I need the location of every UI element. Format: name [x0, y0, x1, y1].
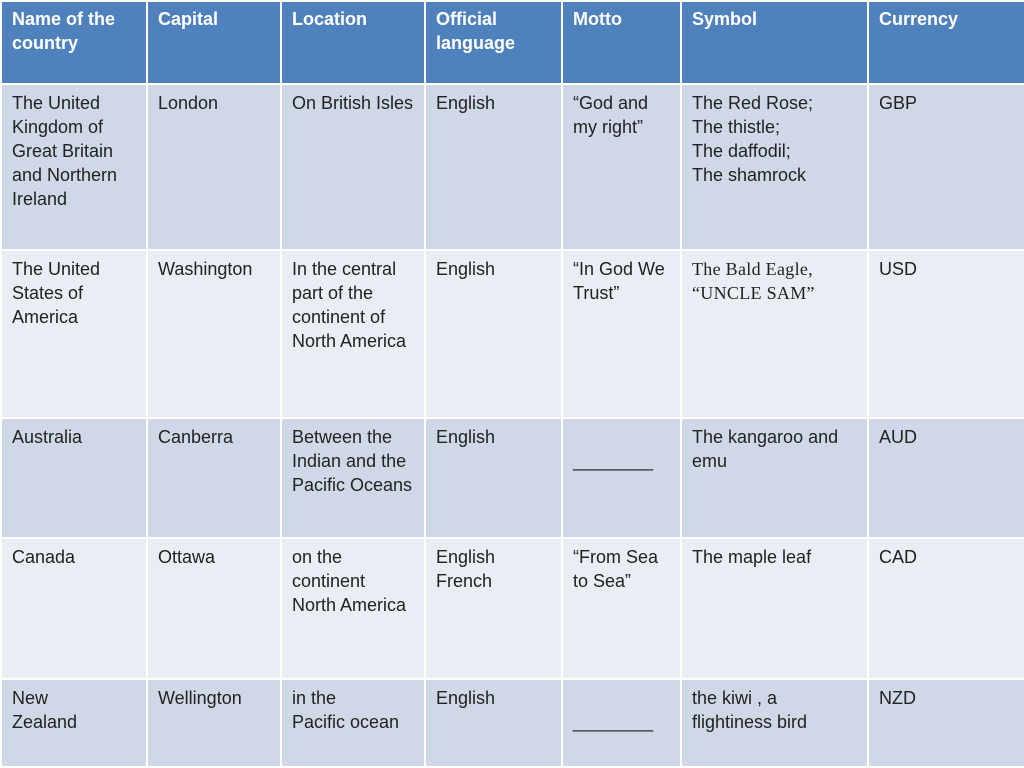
motto-blank: ________	[573, 451, 654, 471]
header-capital: Capital	[147, 1, 281, 84]
symbol-line: The daffodil;	[692, 141, 791, 161]
country-name: The United States of America	[1, 250, 147, 418]
motto-cell: “From Sea to Sea”	[562, 538, 681, 679]
header-symbol: Symbol	[681, 1, 868, 84]
table-row	[1, 538, 1024, 679]
symbol-cell: the kiwi , a flightiness bird	[681, 679, 868, 767]
symbol-line: The Bald Eagle,	[692, 259, 813, 279]
language-cell	[425, 538, 562, 679]
symbol-line: The thistle;	[692, 117, 781, 137]
country-name	[1, 679, 147, 767]
symbol-cell: The kangaroo and emu	[681, 418, 868, 538]
language-cell: English	[425, 418, 562, 538]
location-line: Pacific ocean	[292, 712, 400, 732]
country-line: New	[12, 688, 49, 708]
location-cell: On British Isles	[281, 84, 425, 250]
header-country: Name of the country	[1, 1, 147, 84]
currency-cell: USD	[868, 250, 1024, 418]
location-line: in the	[292, 688, 337, 708]
language-cell: English	[425, 250, 562, 418]
table-row	[1, 418, 1024, 538]
motto-cell: “In God We Trust”	[562, 250, 681, 418]
capital-cell: Washington	[147, 250, 281, 418]
symbol-line: The Red Rose;	[692, 93, 814, 113]
currency-cell: CAD	[868, 538, 1024, 679]
symbol-line: The shamrock	[692, 165, 807, 185]
location-cell: In the central part of the continent of North America	[281, 250, 425, 418]
symbol-cell	[681, 250, 868, 418]
symbol-line: “UNCLE SAM”	[692, 283, 815, 303]
table-row	[1, 679, 1024, 767]
language-cell: English	[425, 84, 562, 250]
table-row	[1, 250, 1024, 418]
motto-cell	[562, 418, 681, 538]
country-name: Australia	[1, 418, 147, 538]
currency-cell: NZD	[868, 679, 1024, 767]
language-line: English	[436, 547, 496, 567]
location-cell: Between the Indian and the Pacific Oceans	[281, 418, 425, 538]
header-language: Official language	[425, 1, 562, 84]
capital-cell: Canberra	[147, 418, 281, 538]
header-currency: Currency	[868, 1, 1024, 84]
header-row	[1, 1, 1024, 84]
motto-cell	[562, 679, 681, 767]
table-row	[1, 84, 1024, 250]
header-location: Location	[281, 1, 425, 84]
country-line: Zealand	[12, 712, 78, 732]
language-cell: English	[425, 679, 562, 767]
motto-blank: ________	[573, 712, 654, 732]
header-motto: Motto	[562, 1, 681, 84]
currency-cell: GBP	[868, 84, 1024, 250]
symbol-cell	[681, 84, 868, 250]
location-cell: on the continent North America	[281, 538, 425, 679]
location-cell	[281, 679, 425, 767]
capital-cell: Ottawa	[147, 538, 281, 679]
currency-cell: AUD	[868, 418, 1024, 538]
motto-cell: “God and my right”	[562, 84, 681, 250]
capital-cell: Wellington	[147, 679, 281, 767]
capital-cell: London	[147, 84, 281, 250]
country-name: Canada	[1, 538, 147, 679]
country-name: The United Kingdom of Great Britain and Northern Ireland	[1, 84, 147, 250]
symbol-cell: The maple leaf	[681, 538, 868, 679]
language-line: French	[436, 571, 493, 591]
